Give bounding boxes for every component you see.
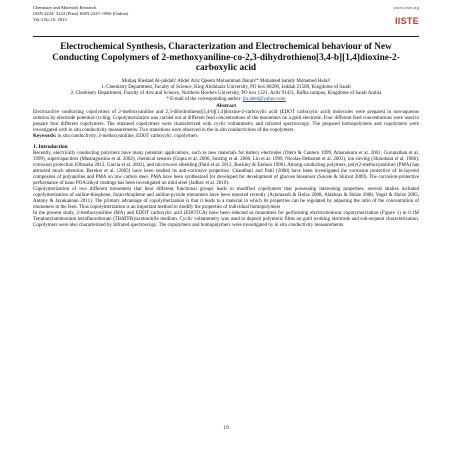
journal-volume: Vol.3 No.10, 2013 <box>33 17 67 23</box>
journal-info <box>33 5 128 24</box>
affiliation-1: 1. Chemistry Department, Faculty of Science, King Abdulaziz University, PO box 80200, Jeddah 21589, Kingdome of Saudi <box>101 84 351 90</box>
journal-name: Chemistry and Materials Research <box>33 5 97 10</box>
journal-url[interactable]: www.iiste.org <box>393 5 419 10</box>
logo-text: IISTE <box>394 16 419 27</box>
page-number: 19 <box>223 425 229 431</box>
abstract-heading: Abstract <box>215 103 237 110</box>
email-link[interactable]: jbr.abed@yahoo.com <box>243 96 286 102</box>
journal-branding <box>393 5 419 29</box>
author-list: Mutlaq Shedaid Al-jahdali¹ Abdel Aziz Qasem Mohammad Jbarah²* Mohamed hamdy Mohamed Helal¹ <box>121 78 331 84</box>
introduction-heading: 1. Introduction <box>33 143 68 150</box>
journal-header <box>33 5 419 33</box>
article-title: Electrochemical Synthesis, Characterization and Electrochemical behaviour of New Conducting Copolymers of 2-methoxyaniline-co-2,3-dihydrothieno[3,4-b][1,4]dioxine-2-carboxylic acid <box>52 42 400 74</box>
header-rule <box>33 36 419 37</box>
keywords-label: Keywords: <box>33 133 57 139</box>
journal-issn: ISSN 2224- 3224 (Print) ISSN 2225- 0956 (Online) <box>33 11 129 17</box>
email-label: * E-mail of the corresponding author: <box>166 96 242 102</box>
intro-paragraph-1: Recently, electrically conducting polymers have many potential applications, such as new materials for battery electrodes (Otero & Cantero 1999, Amanokura et al. 2001, Gurunathan et al. 1999), supercapacitors (Mastragostino et al. 2002), chemical sensors (Gupta et al. 2006, Sotzing et al. 2000, Lin et al. 1999, Nicolas-Debarnot et al. 2003), ion sieving (Shinohara et al. 1986), corrosion protection (Ohtsuka 2012, Garcia et al. 2002), and microwave shielding (Patil et al. 2012, Buckley & Eashoo 1996). Among conducting polymers, poly(2-methoxyaniline) (PMA) has attracted much attention. Bereket et al. (2005) have been studied its anti-corrosive properties. Chaudhari and Patil (2008) have been investigated the corrosion protective of bi-layered composites of polyaniline and PMA on low carbon steel. PMA have been synthesized for developed for development of glucose biosensor (Savale & Shirsat 2009). The corrosion-protective performance of nano POA/alkyd coatings has been investigated on mild steel (Jadhav et al. 2010). <box>33 150 419 186</box>
keywords <box>33 134 419 140</box>
affiliation-2: 2. Chemistry Department, Faculty of Arts and Science, Northern Borders University, PO box 1321, ArAr 91431, Rafha campus, Kingdome of Saudi Arabia <box>70 90 382 96</box>
iiste-logo <box>395 17 419 26</box>
intro-paragraph-3: In the present study, 2-methoxyaniline (MA) and EDOT carboxylic acid (EDOTCA) have been selected as monomers for performing electrochemical copolymerization (Figure 1) in 0.1M Tetrabutylammonium tetrafluoroborate (TBATFB)/acetonitrile medium. Cyclic voltammetry was used to deposit polymeric films on gold working electrode and sub-sequent characterization. Copolymers were also characterized by Infrared spectroscopy. The copolymers and homopolymers were investigated by in situ conductivity measurements. <box>33 210 419 228</box>
intro-paragraph-2: Copolymerization of two different monomers that bear different functional groups leads to modified copolymers that possessing interesting properties. several studies included copolymerization of aniline-thiophene, furan-thiophene and aniline-pyrrole monomers have been reported recently (Arjomandi & Holze 2008, Alakhras & Holze 2008, Vogel & Holze 2005, Antony & Jayakannan 2011). The primary advantage of copolymerization is that it leads to a material in which its properties can be regulated by adjusting the ratio of the concentration of monomers in the feed. Thus copolymerization is an important method to modify the properties of individual homopolymers <box>33 186 419 210</box>
abstract-text: Electroactive conducting copolymers of 2-methoxyaniline and 2,3-dihydrothieno[3,4-b][1,4]dioxine-2-carboxylic acid (EDOT carboxylic acid) molecules were prepared in non-aqueous solution by electrode potential cycling. Copolymerization was carried out at different feed concentrations of the monomers on a gold electrode. Four different feed concentrations were used to prepare four different copolymers. The obtained copolymers were characterized with cyclic voltammetry and infrared spectroscopy. The prepared homopolymers and copolymers were investigated with in situ conductivity measurements. Two transitions were observed in the in situ conductivities of the copolymers. <box>33 109 419 133</box>
keywords-text: in situ conductivity, 2-methoxyaniline, EDOT carboxylic, copolymers <box>57 133 198 139</box>
affiliation-list <box>33 85 419 97</box>
article-content <box>33 42 419 229</box>
